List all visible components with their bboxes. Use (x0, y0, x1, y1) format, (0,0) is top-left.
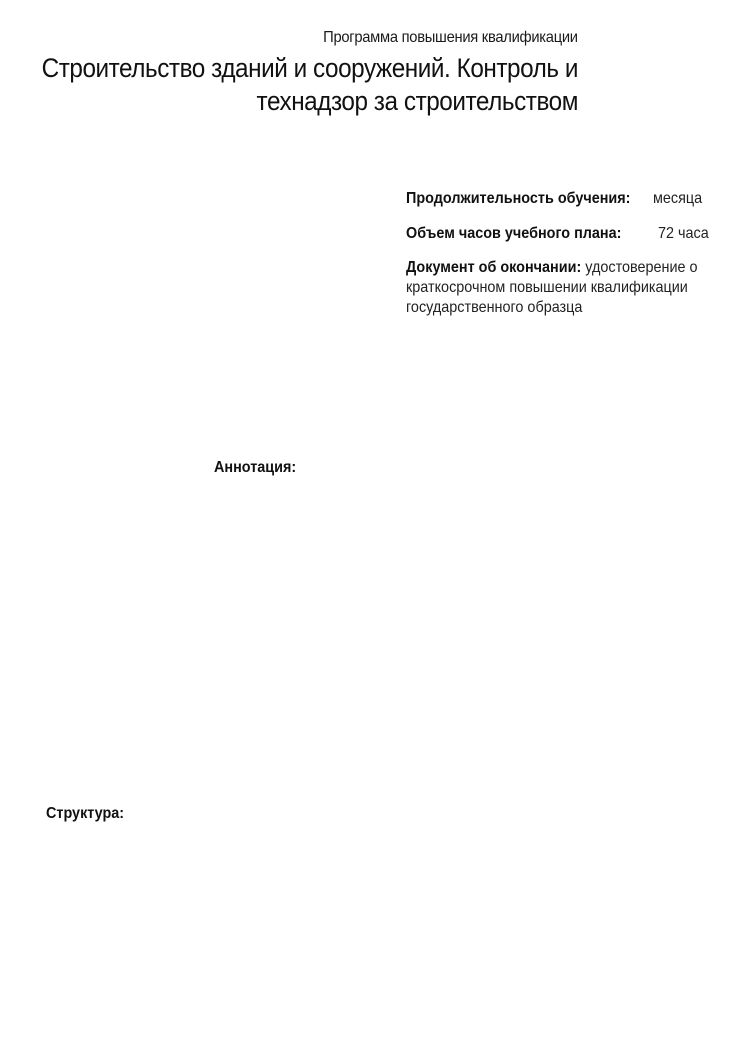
hours-value: 72 часа (658, 225, 709, 242)
annotation-heading: Аннотация: (214, 459, 297, 476)
duration-row (406, 189, 703, 209)
page-title-line-2: технадзор за строительством (256, 86, 578, 116)
document-row (406, 258, 736, 318)
duration-label: Продолжительность обучения: (406, 190, 631, 207)
document-label: Документ об окончании: (406, 259, 582, 276)
page-title-line-1: Строительство зданий и сооружений. Контроль и (41, 53, 579, 83)
hours-row (406, 224, 709, 244)
structure-heading: Структура: (46, 805, 125, 822)
page-title (0, 52, 578, 118)
document-value: удостоверение о краткосрочном повышении квалификации государственного образца (406, 259, 698, 316)
duration-value: месяца (653, 190, 703, 207)
hours-label: Объем часов учебного плана: (406, 225, 622, 242)
document-text (406, 258, 735, 318)
program-type-label: Программа повышения квалификации (323, 29, 578, 46)
